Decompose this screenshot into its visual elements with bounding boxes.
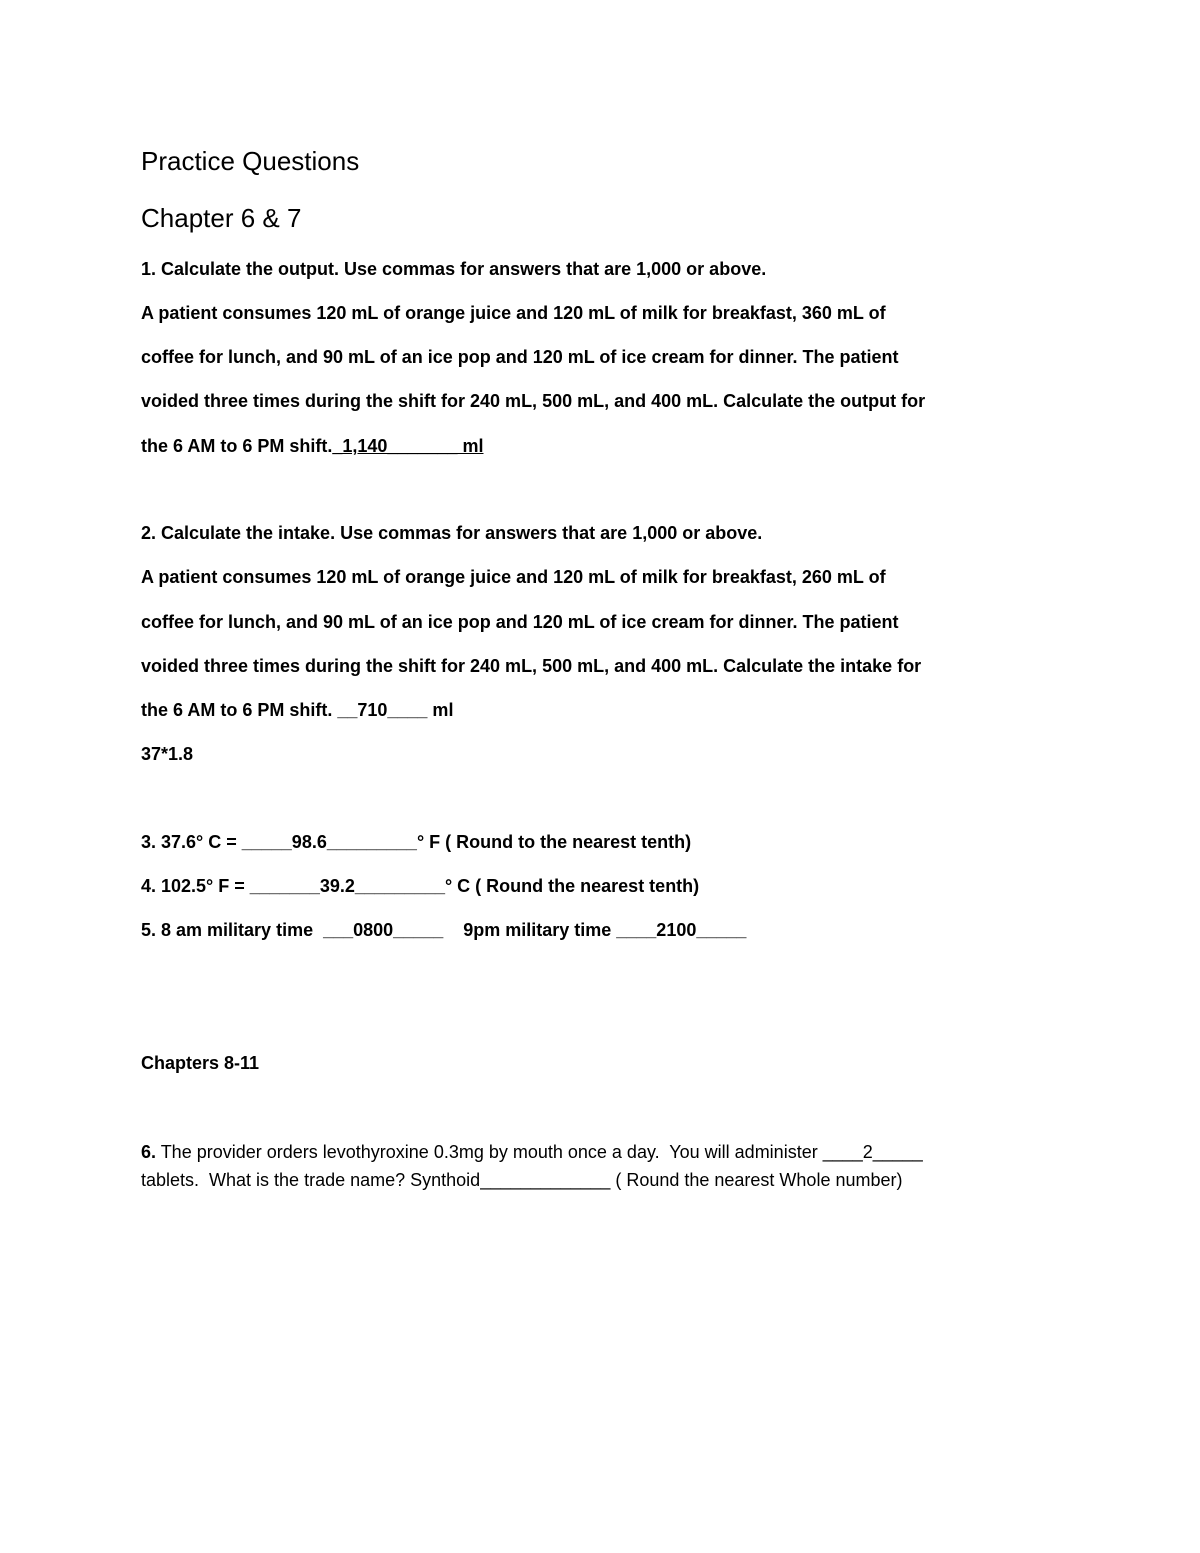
question-5: 5. 8 am military time ___0800_____ 9pm military time ____2100_____ — [141, 920, 747, 940]
question-3: 3. 37.6° C = _____98.6_________° F ( Round to the nearest tenth) — [141, 832, 692, 852]
question-2-prompt: 2. Calculate the intake. Use commas for answers that are 1,000 or above. — [141, 523, 763, 543]
question-2-note: 37*1.8 — [141, 744, 194, 764]
question-1-answer: _1,140_______ ml — [332, 436, 484, 456]
question-1-line-1: A patient consumes 120 mL of orange juice and 120 mL of milk for breakfast, 360 mL of — [141, 303, 886, 323]
question-1-line-3: voided three times during the shift for 240 mL, 500 mL, and 400 mL. Calculate the output for — [141, 391, 926, 411]
question-1-prompt: 1. Calculate the output. Use commas for answers that are 1,000 or above. — [141, 259, 767, 279]
chapter-6-7-heading: Chapter 6 & 7 — [141, 203, 302, 233]
question-2-line-4: the 6 AM to 6 PM shift. __710____ ml — [141, 700, 454, 720]
question-6-line-1-text: The provider orders levothyroxine 0.3mg by mouth once a day. You will administer ____2_____ — [156, 1142, 923, 1162]
question-1-line-2: coffee for lunch, and 90 mL of an ice pop and 120 mL of ice cream for dinner. The patient — [141, 347, 899, 367]
question-1-line-4-prefix: the 6 AM to 6 PM shift. — [141, 436, 333, 456]
question-2-line-1: A patient consumes 120 mL of orange juice and 120 mL of milk for breakfast, 260 mL of — [141, 567, 886, 587]
question-6-line-2: tablets. What is the trade name? Synthoid_____________ ( Round the nearest Whole number) — [141, 1170, 903, 1190]
question-2-line-2: coffee for lunch, and 90 mL of an ice pop and 120 mL of ice cream for dinner. The patient — [141, 612, 899, 632]
question-4: 4. 102.5° F = _______39.2_________° C ( Round the nearest tenth) — [141, 876, 700, 896]
chapters-8-11-heading: Chapters 8-11 — [141, 1053, 260, 1073]
page-title: Practice Questions — [141, 146, 360, 176]
question-1-line-4 — [141, 437, 483, 455]
question-2-line-3: voided three times during the shift for 240 mL, 500 mL, and 400 mL. Calculate the intake for — [141, 656, 922, 676]
question-6-line-1 — [141, 1143, 923, 1161]
question-6-number: 6. — [141, 1142, 157, 1162]
